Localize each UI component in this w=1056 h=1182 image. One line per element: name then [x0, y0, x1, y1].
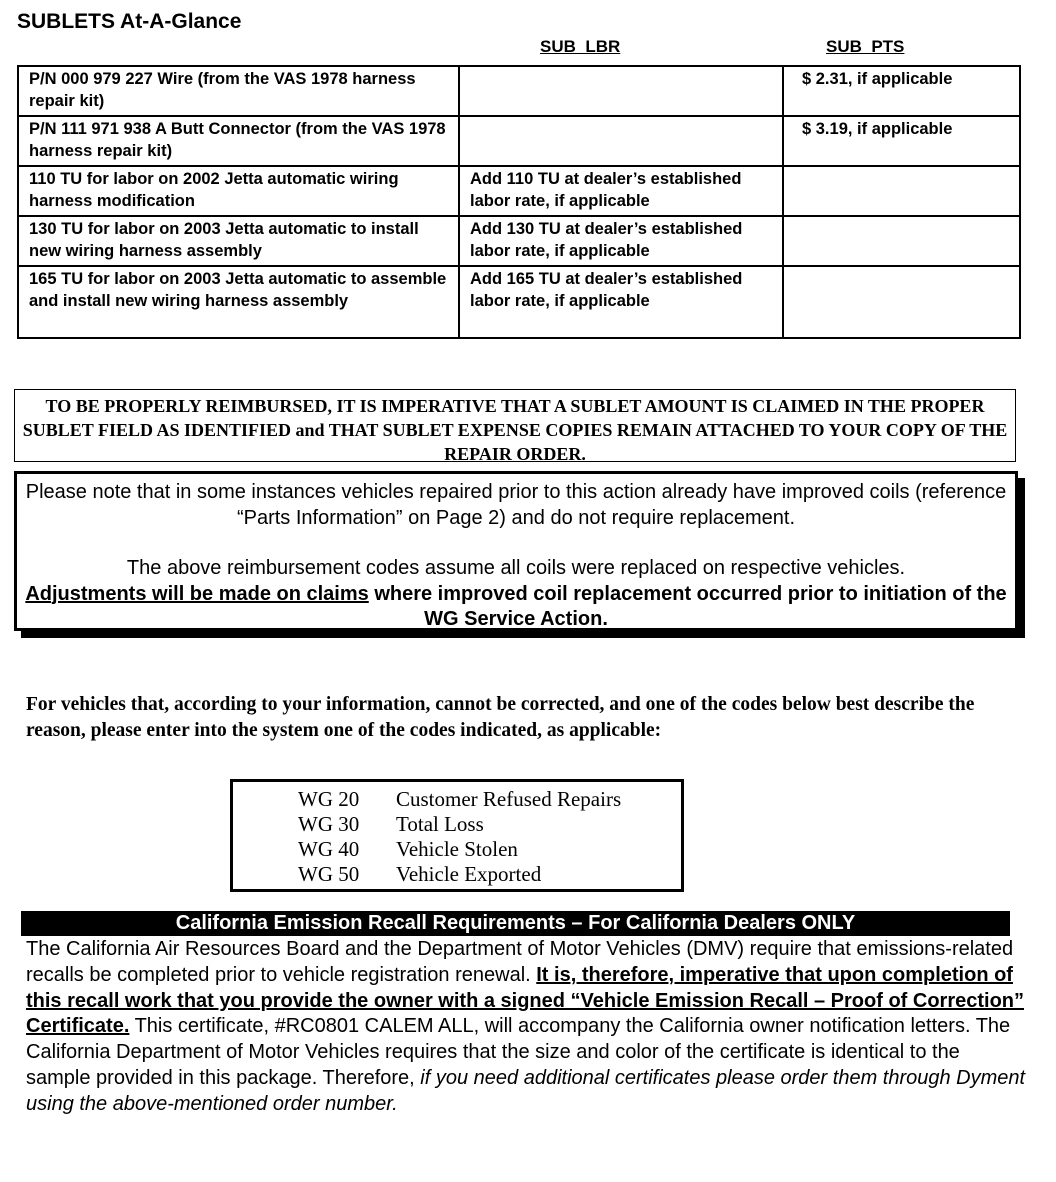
sublet-description: 130 TU for labor on 2003 Jetta automatic to install new wiring harness assembly [18, 216, 459, 266]
sublet-sub-lbr [459, 66, 783, 116]
reimbursement-notice-and: and [295, 420, 325, 440]
california-italic-text: if you need additional certificates please order them through Dyment using the above-mentioned order number. [26, 1066, 1026, 1115]
codes-intro: For vehicles that, according to your information, cannot be corrected, and one of the codes below best describe the reason, please enter into the system one of the codes indicated, as applicable: [26, 694, 975, 741]
sublet-description: 110 TU for labor on 2002 Jetta automatic wiring harness modification [18, 166, 459, 216]
coil-note-paragraph-1: Please note that in some instances vehicles repaired prior to this action already have improved coils (reference “Parts Information” on Page 2) and do not require replacement. [25, 481, 1007, 529]
california-text-1: The California Air Resources Board and the Department of Motor Vehicles (DMV) require that emissions-related recalls be completed prior to vehicle registration renewal. [26, 938, 1014, 986]
column-header-sub-lbr: SUB LBR [540, 37, 621, 56]
table-row [18, 266, 1020, 338]
reimbursement-notice [14, 389, 1016, 462]
column-header-sub-pts: SUB PTS [826, 37, 905, 56]
sublet-sub-lbr: Add 110 TU at dealer’s established labor rate, if applicable [459, 166, 783, 216]
coil-note-box [14, 471, 1018, 631]
sublet-sub-pts: $ 2.31, if applicable [783, 66, 1020, 116]
code-row [298, 862, 541, 887]
table-row [18, 216, 1020, 266]
california-section-header: California Emission Recall Requirements – For California Dealers ONLY [21, 911, 1010, 936]
sublet-sub-lbr [459, 116, 783, 166]
sublet-description: P/N 000 979 227 Wire (from the VAS 1978 harness repair kit) [18, 66, 459, 116]
codes-box [230, 779, 684, 892]
california-imperative-text: It is, therefore, imperative that upon completion of this recall work that you provide the owner with a signed “Vehicle Emission Recall – Proof of Correction” Certificate. [26, 963, 1024, 1038]
sublet-description: 165 TU for labor on 2003 Jetta automatic to assemble and install new wiring harness assembly [18, 266, 459, 338]
sublet-sub-pts [783, 266, 1020, 338]
table-row [18, 66, 1020, 116]
california-text-2: This certificate, #RC0801 CALEM ALL, will accompany the California owner notification letters. The California Department of Motor Vehicles requires that the size and color of the certificate is identical to the sample provided in this package. Therefore, [26, 1015, 1011, 1089]
sublets-table [17, 65, 1021, 339]
code-value: WG 30 [298, 812, 360, 836]
coil-note-bold-text: where improved coil replacement occurred prior to initiation of the WG Service Action. [368, 582, 1007, 630]
code-row [298, 787, 621, 812]
coil-note-panel [14, 471, 1018, 631]
code-row [298, 812, 484, 837]
code-row [298, 837, 518, 862]
code-reason: Total Loss [396, 812, 484, 836]
table-row [18, 116, 1020, 166]
code-reason: Customer Refused Repairs [396, 787, 622, 811]
sublet-sub-pts: $ 3.19, if applicable [783, 116, 1020, 166]
sublet-sub-lbr: Add 165 TU at dealer’s established labor rate, if applicable [459, 266, 783, 338]
coil-note-plain-text: The above reimbursement codes assume all coils were replaced on respective vehicles. [126, 557, 906, 579]
coil-note-adjustments-text: Adjustments will be made on claims [25, 582, 369, 605]
sublet-sub-pts [783, 216, 1020, 266]
code-value: WG 40 [298, 837, 360, 861]
sublet-description: P/N 111 971 938 A Butt Connector (from the VAS 1978 harness repair kit) [18, 116, 459, 166]
reimbursement-notice-part2: THAT SUBLET EXPENSE COPIES REMAIN ATTACHED TO YOUR COPY OF THE REPAIR ORDER. [328, 420, 1008, 464]
california-section-body [26, 937, 1026, 1118]
code-value: WG 50 [298, 862, 360, 886]
code-value: WG 20 [298, 787, 360, 811]
sublet-sub-lbr: Add 130 TU at dealer’s established labor rate, if applicable [459, 216, 783, 266]
coil-note-paragraph-2 [17, 556, 1015, 633]
code-reason: Vehicle Exported [396, 862, 542, 886]
sublet-sub-pts [783, 166, 1020, 216]
reimbursement-notice-part1: TO BE PROPERLY REIMBURSED, IT IS IMPERATIVE THAT A SUBLET AMOUNT IS CLAIMED IN THE PROPER SUBLET FIELD AS IDENTIFIED [22, 396, 985, 440]
table-row [18, 166, 1020, 216]
page-title: SUBLETS At-A-Glance [17, 10, 242, 33]
code-reason: Vehicle Stolen [396, 837, 518, 861]
